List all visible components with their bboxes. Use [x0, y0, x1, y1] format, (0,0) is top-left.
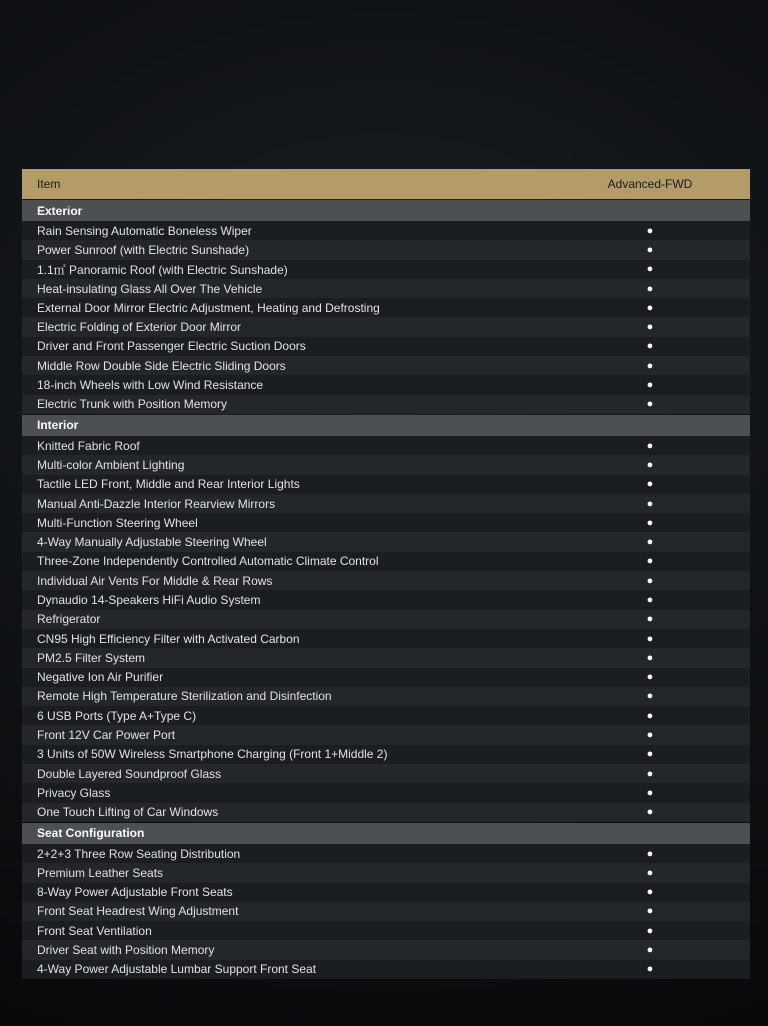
availability-dot: ● — [646, 458, 654, 471]
feature-name: 8-Way Power Adjustable Front Seats — [37, 885, 233, 900]
table-row — [22, 298, 750, 317]
availability-dot: ● — [646, 282, 654, 295]
feature-name: Double Layered Soundproof Glass — [37, 766, 222, 781]
feature-name: Negative Ion Air Purifier — [37, 670, 164, 685]
table-row — [22, 706, 750, 725]
availability-dot: ● — [646, 536, 654, 549]
table-row — [22, 725, 750, 744]
table-row — [22, 783, 750, 802]
table-row — [22, 883, 750, 902]
feature-name: 2+2+3 Three Row Seating Distribution — [37, 846, 241, 861]
section-header: Interior — [22, 415, 750, 436]
availability-dot: ● — [646, 651, 654, 664]
availability-dot: ● — [646, 866, 654, 879]
availability-dot: ● — [646, 729, 654, 742]
availability-dot: ● — [646, 340, 654, 353]
availability-dot: ● — [646, 497, 654, 510]
feature-name: 6 USB Ports (Type A+Type C) — [37, 708, 197, 723]
feature-name: Multi-Function Steering Wheel — [37, 515, 198, 530]
availability-dot: ● — [646, 748, 654, 761]
table-row — [22, 395, 750, 414]
table-row — [22, 745, 750, 764]
availability-dot: ● — [646, 574, 654, 587]
feature-name: 4-Way Power Adjustable Lumbar Support Front Seat — [37, 962, 317, 977]
table-row — [22, 436, 750, 455]
availability-dot: ● — [646, 924, 654, 937]
spec-table — [22, 169, 750, 979]
availability-dot: ● — [646, 243, 654, 256]
table-row — [22, 455, 750, 474]
header-item-label: Item — [37, 177, 61, 191]
section-header: Exterior — [22, 200, 750, 221]
availability-dot: ● — [646, 398, 654, 411]
table-row — [22, 629, 750, 648]
availability-dot: ● — [646, 263, 654, 276]
feature-name: Dynaudio 14-Speakers HiFi Audio System — [37, 592, 261, 607]
availability-dot: ● — [646, 555, 654, 568]
section-rows — [22, 221, 750, 414]
availability-dot: ● — [646, 224, 654, 237]
section-rows — [22, 436, 750, 822]
availability-dot: ● — [646, 379, 654, 392]
availability-dot: ● — [646, 359, 654, 372]
table-row — [22, 902, 750, 921]
feature-name: Privacy Glass — [37, 785, 111, 800]
table-row — [22, 552, 750, 571]
feature-name: Front 12V Car Power Port — [37, 728, 176, 743]
availability-dot: ● — [646, 516, 654, 529]
availability-dot: ● — [646, 690, 654, 703]
availability-dot: ● — [646, 786, 654, 799]
feature-name: Front Seat Ventilation — [37, 923, 152, 938]
feature-name: Premium Leather Seats — [37, 865, 164, 880]
feature-name: Middle Row Double Side Electric Sliding Doors — [37, 358, 286, 373]
feature-name: Power Sunroof (with Electric Sunshade) — [37, 242, 250, 257]
availability-dot: ● — [646, 886, 654, 899]
availability-dot: ● — [646, 709, 654, 722]
section-rows — [22, 844, 750, 979]
table-row — [22, 863, 750, 882]
feature-name: Individual Air Vents For Middle & Rear Rows — [37, 573, 273, 588]
availability-dot: ● — [646, 905, 654, 918]
table-header — [22, 169, 750, 199]
availability-dot: ● — [646, 944, 654, 957]
table-row — [22, 532, 750, 551]
feature-name: 18-inch Wheels with Low Wind Resistance — [37, 378, 264, 393]
header-trim-label: Advanced-FWD — [607, 177, 693, 191]
feature-name: One Touch Lifting of Car Windows — [37, 805, 219, 820]
feature-name: Front Seat Headrest Wing Adjustment — [37, 904, 239, 919]
table-row — [22, 494, 750, 513]
feature-name: Multi-color Ambient Lighting — [37, 457, 185, 472]
feature-name: Electric Folding of Exterior Door Mirror — [37, 320, 242, 335]
feature-name: Heat-insulating Glass All Over The Vehicle — [37, 281, 263, 296]
availability-dot: ● — [646, 301, 654, 314]
availability-dot: ● — [646, 847, 654, 860]
availability-dot: ● — [646, 963, 654, 976]
availability-dot: ● — [646, 439, 654, 452]
feature-name: 1.1㎡ Panoramic Roof (with Electric Sunshade) — [37, 262, 288, 277]
feature-name: 4-Way Manually Adjustable Steering Wheel — [37, 535, 267, 550]
table-row — [22, 764, 750, 783]
feature-name: 3 Units of 50W Wireless Smartphone Charging (Front 1+Middle 2) — [37, 747, 388, 762]
table-row — [22, 221, 750, 240]
availability-dot: ● — [646, 478, 654, 491]
feature-name: Refrigerator — [37, 612, 101, 627]
table-row — [22, 240, 750, 259]
table-row — [22, 317, 750, 336]
feature-name: Driver Seat with Position Memory — [37, 943, 215, 958]
section-header: Seat Configuration — [22, 823, 750, 844]
feature-name: CN95 High Efficiency Filter with Activated Carbon — [37, 631, 300, 646]
feature-name: Knitted Fabric Roof — [37, 438, 140, 453]
table-row — [22, 803, 750, 822]
table-row — [22, 940, 750, 959]
table-row — [22, 610, 750, 629]
table-row — [22, 279, 750, 298]
feature-name: Rain Sensing Automatic Boneless Wiper — [37, 223, 252, 238]
feature-name: Tactile LED Front, Middle and Rear Interior Lights — [37, 477, 300, 492]
feature-name: Electric Trunk with Position Memory — [37, 397, 228, 412]
availability-dot: ● — [646, 632, 654, 645]
table-body — [22, 200, 750, 979]
table-row — [22, 590, 750, 609]
table-row — [22, 960, 750, 979]
table-row — [22, 475, 750, 494]
feature-name: Manual Anti-Dazzle Interior Rearview Mirrors — [37, 496, 276, 511]
table-row — [22, 337, 750, 356]
table-row — [22, 571, 750, 590]
table-row — [22, 513, 750, 532]
availability-dot: ● — [646, 593, 654, 606]
availability-dot: ● — [646, 671, 654, 684]
feature-name: Driver and Front Passenger Electric Suction Doors — [37, 339, 306, 354]
feature-name: Three-Zone Independently Controlled Automatic Climate Control — [37, 554, 379, 569]
availability-dot: ● — [646, 806, 654, 819]
table-row — [22, 356, 750, 375]
table-row — [22, 844, 750, 863]
availability-dot: ● — [646, 321, 654, 334]
table-row — [22, 921, 750, 940]
feature-name: PM2.5 Filter System — [37, 650, 146, 665]
availability-dot: ● — [646, 613, 654, 626]
table-row — [22, 668, 750, 687]
feature-name: Remote High Temperature Sterilization and Disinfection — [37, 689, 332, 704]
table-row — [22, 375, 750, 394]
availability-dot: ● — [646, 767, 654, 780]
table-row — [22, 687, 750, 706]
table-row — [22, 648, 750, 667]
feature-name: External Door Mirror Electric Adjustment, Heating and Defrosting — [37, 300, 380, 315]
table-row — [22, 260, 750, 279]
